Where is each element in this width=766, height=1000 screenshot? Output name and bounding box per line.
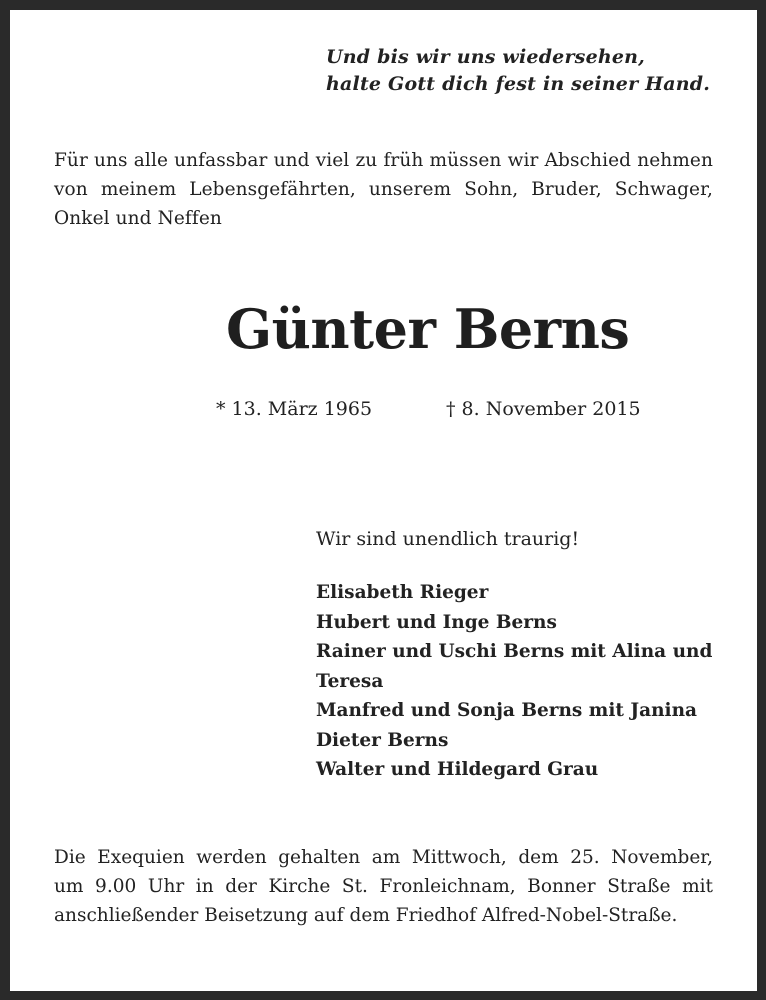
verse-quote (326, 44, 710, 98)
deceased-name: Günter Berns (226, 297, 630, 361)
funeral-service-info (54, 843, 713, 930)
verse-line-2: halte Gott dich fest in seiner Hand. (326, 73, 711, 95)
service-line-2: um 9.00 Uhr in der Kirche St. Fronleichnam, Bonner Straße mit (54, 876, 713, 897)
intro-paragraph (54, 146, 713, 233)
mourner-item: Elisabeth Rieger (316, 582, 489, 603)
mourning-text: Wir sind unendlich traurig! (316, 528, 580, 550)
mourner-item: Dieter Berns (316, 729, 449, 751)
mourner-item: Teresa (316, 670, 384, 692)
mourner-item: Manfred und Sonja Berns mit Janina (316, 700, 698, 721)
birth-date: * 13. März 1965 (216, 398, 373, 420)
death-date: † 8. November 2015 (446, 398, 641, 420)
mourner-item: Hubert und Inge Berns (316, 611, 557, 633)
life-dates (216, 394, 641, 424)
intro-line-2: von meinem Lebensgefährten, unserem Sohn, Bruder, Schwager, (54, 179, 713, 200)
service-line-1: Die Exequien werden gehalten am Mittwoch, dem 25. November, (54, 847, 713, 868)
verse-line-1: Und bis wir uns wiedersehen, (326, 46, 645, 68)
mourner-item: Rainer und Uschi Berns mit Alina und (316, 641, 713, 662)
mourner-item: Walter und Hildegard Grau (316, 759, 599, 780)
service-line-3: anschließender Beisetzung auf dem Friedhof Alfred-Nobel-Straße. (54, 905, 678, 926)
intro-line-3: Onkel und Neffen (54, 208, 222, 229)
intro-line-1: Für uns alle unfassbar und viel zu früh müssen wir Abschied nehmen (54, 150, 713, 171)
mourners-list (316, 578, 726, 785)
